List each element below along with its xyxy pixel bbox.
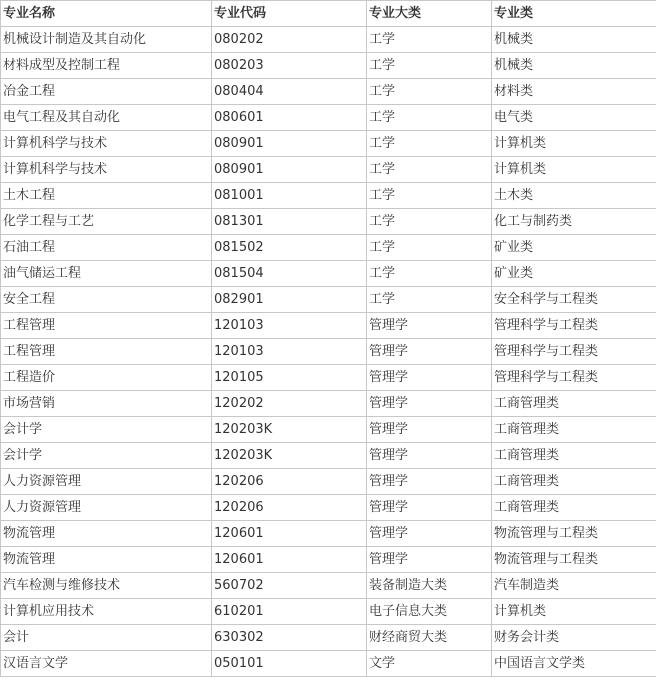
cell-major-category: 管理学: [367, 339, 492, 365]
cell-major-code: 120203K: [212, 443, 367, 469]
table-row: [1, 131, 656, 157]
cell-major-code: 050101: [212, 651, 367, 677]
cell-major-category: 工学: [367, 235, 492, 261]
cell-major-class: 管理科学与工程类: [492, 365, 656, 391]
cell-major-category: 管理学: [367, 547, 492, 573]
cell-major-class: 土木类: [492, 183, 656, 209]
cell-major-code: 120202: [212, 391, 367, 417]
cell-major-code: 120203K: [212, 417, 367, 443]
cell-major-code: 120103: [212, 313, 367, 339]
cell-major-name: 汉语言文学: [1, 651, 212, 677]
cell-major-class: 电气类: [492, 105, 656, 131]
cell-major-category: 管理学: [367, 443, 492, 469]
cell-major-class: 物流管理与工程类: [492, 521, 656, 547]
cell-major-code: 081301: [212, 209, 367, 235]
cell-major-name: 机械设计制造及其自动化: [1, 27, 212, 53]
cell-major-class: 工商管理类: [492, 469, 656, 495]
cell-major-category: 管理学: [367, 391, 492, 417]
cell-major-code: 080202: [212, 27, 367, 53]
cell-major-class: 机械类: [492, 53, 656, 79]
cell-major-class: 工商管理类: [492, 443, 656, 469]
cell-major-code: 081001: [212, 183, 367, 209]
cell-major-name: 市场营销: [1, 391, 212, 417]
cell-major-category: 管理学: [367, 469, 492, 495]
table-row: [1, 599, 656, 625]
cell-major-code: 120103: [212, 339, 367, 365]
cell-major-class: 中国语言文学类: [492, 651, 656, 677]
cell-major-code: 081502: [212, 235, 367, 261]
cell-major-class: 计算机类: [492, 131, 656, 157]
cell-major-code: 082901: [212, 287, 367, 313]
cell-major-code: 120601: [212, 521, 367, 547]
table-row: [1, 469, 656, 495]
cell-major-code: 080404: [212, 79, 367, 105]
cell-major-category: 装备制造大类: [367, 573, 492, 599]
header-major-code: 专业代码: [212, 1, 367, 27]
cell-major-code: 120601: [212, 547, 367, 573]
cell-major-name: 安全工程: [1, 287, 212, 313]
cell-major-class: 安全科学与工程类: [492, 287, 656, 313]
cell-major-class: 材料类: [492, 79, 656, 105]
table-row: [1, 651, 656, 677]
cell-major-category: 电子信息大类: [367, 599, 492, 625]
cell-major-class: 工商管理类: [492, 495, 656, 521]
cell-major-category: 工学: [367, 183, 492, 209]
cell-major-category: 管理学: [367, 495, 492, 521]
cell-major-category: 管理学: [367, 365, 492, 391]
table-row: [1, 573, 656, 599]
cell-major-code: 080901: [212, 157, 367, 183]
table-row: [1, 53, 656, 79]
cell-major-category: 文学: [367, 651, 492, 677]
cell-major-category: 工学: [367, 209, 492, 235]
table-row: [1, 105, 656, 131]
cell-major-name: 电气工程及其自动化: [1, 105, 212, 131]
cell-major-name: 会计: [1, 625, 212, 651]
cell-major-name: 物流管理: [1, 521, 212, 547]
cell-major-category: 工学: [367, 287, 492, 313]
cell-major-class: 汽车制造类: [492, 573, 656, 599]
cell-major-code: 080901: [212, 131, 367, 157]
cell-major-class: 财务会计类: [492, 625, 656, 651]
table-row: [1, 417, 656, 443]
table-row: [1, 313, 656, 339]
cell-major-code: 560702: [212, 573, 367, 599]
cell-major-class: 管理科学与工程类: [492, 339, 656, 365]
cell-major-code: 080601: [212, 105, 367, 131]
cell-major-name: 会计学: [1, 443, 212, 469]
header-major-name: 专业名称: [1, 1, 212, 27]
table-row: [1, 79, 656, 105]
table-row: [1, 287, 656, 313]
table-row: [1, 183, 656, 209]
cell-major-category: 工学: [367, 53, 492, 79]
table-row: [1, 157, 656, 183]
cell-major-name: 工程管理: [1, 339, 212, 365]
header-major-class: 专业类: [492, 1, 656, 27]
table-body: [1, 27, 656, 677]
cell-major-category: 工学: [367, 27, 492, 53]
cell-major-name: 工程管理: [1, 313, 212, 339]
cell-major-class: 管理科学与工程类: [492, 313, 656, 339]
cell-major-class: 化工与制药类: [492, 209, 656, 235]
cell-major-name: 油气储运工程: [1, 261, 212, 287]
cell-major-class: 计算机类: [492, 599, 656, 625]
table-row: [1, 391, 656, 417]
cell-major-name: 材料成型及控制工程: [1, 53, 212, 79]
cell-major-category: 财经商贸大类: [367, 625, 492, 651]
cell-major-name: 土木工程: [1, 183, 212, 209]
table-row: [1, 521, 656, 547]
cell-major-class: 机械类: [492, 27, 656, 53]
table-row: [1, 235, 656, 261]
cell-major-code: 081504: [212, 261, 367, 287]
cell-major-code: 610201: [212, 599, 367, 625]
cell-major-code: 120206: [212, 469, 367, 495]
header-major-category: 专业大类: [367, 1, 492, 27]
cell-major-code: 630302: [212, 625, 367, 651]
cell-major-name: 冶金工程: [1, 79, 212, 105]
header-row: [1, 1, 656, 27]
cell-major-category: 工学: [367, 157, 492, 183]
cell-major-category: 管理学: [367, 417, 492, 443]
cell-major-code: 120105: [212, 365, 367, 391]
table-row: [1, 261, 656, 287]
cell-major-name: 计算机应用技术: [1, 599, 212, 625]
cell-major-class: 工商管理类: [492, 417, 656, 443]
cell-major-category: 工学: [367, 105, 492, 131]
cell-major-code: 120206: [212, 495, 367, 521]
cell-major-class: 工商管理类: [492, 391, 656, 417]
cell-major-name: 人力资源管理: [1, 469, 212, 495]
cell-major-name: 化学工程与工艺: [1, 209, 212, 235]
cell-major-name: 人力资源管理: [1, 495, 212, 521]
cell-major-name: 物流管理: [1, 547, 212, 573]
cell-major-category: 工学: [367, 131, 492, 157]
cell-major-category: 工学: [367, 261, 492, 287]
table-row: [1, 339, 656, 365]
cell-major-code: 080203: [212, 53, 367, 79]
table-row: [1, 443, 656, 469]
cell-major-class: 物流管理与工程类: [492, 547, 656, 573]
table-row: [1, 27, 656, 53]
cell-major-name: 工程造价: [1, 365, 212, 391]
table-row: [1, 625, 656, 651]
cell-major-category: 管理学: [367, 521, 492, 547]
cell-major-name: 石油工程: [1, 235, 212, 261]
cell-major-category: 工学: [367, 79, 492, 105]
table-row: [1, 547, 656, 573]
cell-major-name: 会计学: [1, 417, 212, 443]
cell-major-name: 计算机科学与技术: [1, 157, 212, 183]
cell-major-name: 汽车检测与维修技术: [1, 573, 212, 599]
table-row: [1, 209, 656, 235]
cell-major-category: 管理学: [367, 313, 492, 339]
table-row: [1, 495, 656, 521]
table-row: [1, 365, 656, 391]
cell-major-name: 计算机科学与技术: [1, 131, 212, 157]
cell-major-class: 计算机类: [492, 157, 656, 183]
cell-major-class: 矿业类: [492, 235, 656, 261]
cell-major-class: 矿业类: [492, 261, 656, 287]
